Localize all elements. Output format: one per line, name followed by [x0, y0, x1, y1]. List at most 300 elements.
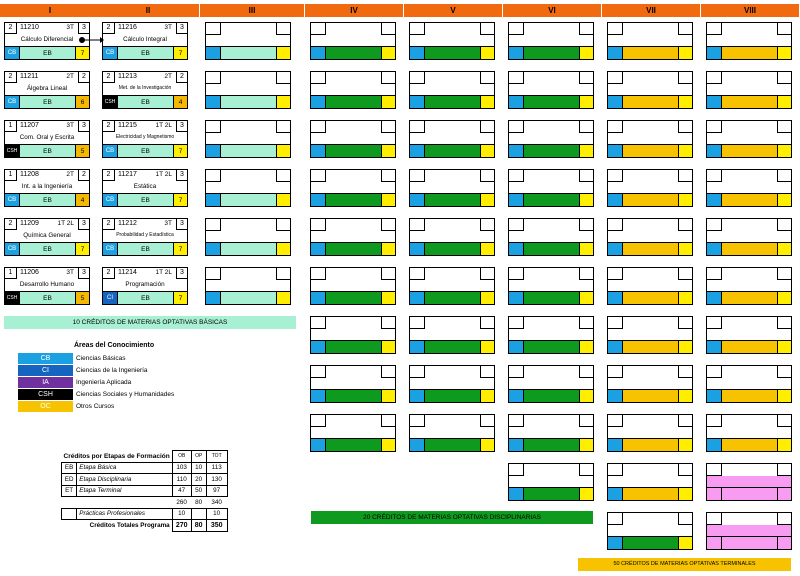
slot-credit-box: [777, 219, 791, 231]
course-slot[interactable]: [706, 169, 792, 207]
slot-number-box: [206, 121, 221, 133]
course-slot[interactable]: [508, 267, 594, 305]
course-slot[interactable]: [508, 414, 594, 452]
course-credits: 3: [176, 219, 187, 230]
slot-credit-box: [381, 415, 395, 427]
col-ob: OB: [172, 451, 191, 463]
slot-semester-box: [777, 46, 791, 59]
course-slot[interactable]: [409, 365, 495, 403]
col-tot: TOT: [206, 451, 227, 463]
slot-semester-box: [381, 340, 395, 353]
course-slot[interactable]: [310, 218, 396, 256]
course-code: 11207: [20, 122, 39, 129]
slot-stage-box: [722, 291, 777, 304]
slot-stage-box: [221, 193, 276, 206]
course-area: CB: [103, 144, 118, 157]
course-slot[interactable]: [508, 316, 594, 354]
course-card[interactable]: [102, 71, 188, 109]
slot-number-box: [206, 268, 221, 280]
slot-semester-box: [381, 291, 395, 304]
slot-semester-box: [381, 144, 395, 157]
course-card[interactable]: [4, 120, 90, 158]
slot-credit-box: [480, 317, 494, 329]
course-slot[interactable]: [409, 22, 495, 60]
course-semester-code: 6: [75, 95, 89, 108]
course-slot[interactable]: [205, 71, 291, 109]
course-card[interactable]: [102, 120, 188, 158]
course-credits: 3: [176, 121, 187, 132]
course-code: 11209: [20, 220, 39, 227]
course-code: 11214: [118, 269, 137, 276]
course-code: 11217: [118, 171, 137, 178]
course-number: 1: [5, 170, 17, 181]
slot-credit-box: [678, 268, 692, 280]
slot-credit-box: [480, 219, 494, 231]
slot-credit-box: [480, 415, 494, 427]
slot-semester-box: [579, 487, 593, 500]
course-slot[interactable]: [310, 267, 396, 305]
slot-area-box: [608, 389, 623, 402]
slot-area-box: [410, 193, 425, 206]
course-name: Cálculo Diferencial: [20, 36, 74, 43]
slot-stage-box: [524, 291, 579, 304]
slot-area-box: [509, 242, 524, 255]
cell-op: 50: [191, 485, 206, 497]
slot-credit-box: [678, 366, 692, 378]
slot-stage-box: [722, 389, 777, 402]
slot-number-box: [608, 170, 623, 182]
course-slot[interactable]: [310, 120, 396, 158]
elective-slot-pink[interactable]: [706, 463, 792, 501]
semester-header-iii: III: [200, 4, 305, 17]
slot-number-box: [707, 268, 722, 280]
course-slot[interactable]: [310, 414, 396, 452]
prerequisite-arrow: [82, 36, 104, 44]
legend-label: Ciencias Sociales y Humanidades: [76, 391, 175, 398]
slot-stage-box: [326, 46, 381, 59]
slot-semester-box: [678, 193, 692, 206]
slot-fill: [707, 476, 791, 487]
slot-credit-box: [579, 72, 593, 84]
legend-label: Ciencias de la Ingeniería: [76, 367, 148, 374]
course-slot[interactable]: [409, 414, 495, 452]
slot-semester-box: [777, 487, 791, 500]
course-slot[interactable]: [706, 22, 792, 60]
slot-stage-box: [623, 291, 678, 304]
slot-area-box: [707, 46, 722, 59]
slot-number-box: [707, 72, 722, 84]
slot-credit-box: [579, 23, 593, 35]
slot-semester-box: [678, 95, 692, 108]
course-card[interactable]: [4, 218, 90, 256]
elective-slot-pink[interactable]: [706, 512, 792, 550]
course-slot[interactable]: [205, 218, 291, 256]
slot-stage-box: [326, 438, 381, 451]
slot-area-box: [311, 95, 326, 108]
total-op: 80: [191, 520, 206, 532]
course-slot[interactable]: [607, 22, 693, 60]
slot-stage-box: [722, 242, 777, 255]
slot-semester-box: [381, 389, 395, 402]
course-slot[interactable]: [607, 512, 693, 550]
course-hours: 3T: [164, 220, 172, 227]
course-credits: 3: [78, 23, 89, 34]
slot-area-box: [311, 438, 326, 451]
slot-number-box: [509, 366, 524, 378]
slot-stage-box: [425, 46, 480, 59]
slot-number-box: [608, 464, 623, 476]
slot-number-box: [410, 170, 425, 182]
slot-credit-box: [579, 464, 593, 476]
course-semester-code: 4: [173, 95, 187, 108]
slot-credit-box: [276, 170, 290, 182]
course-slot[interactable]: [310, 169, 396, 207]
course-slot[interactable]: [607, 120, 693, 158]
slot-semester-box: [480, 291, 494, 304]
slot-area-box: [509, 487, 524, 500]
course-slot[interactable]: [205, 22, 291, 60]
slot-credit-box: [480, 366, 494, 378]
slot-credit-box: [678, 23, 692, 35]
stage-label: Etapa Básica: [77, 462, 172, 474]
course-stage: EB: [20, 291, 75, 304]
cell-op: 10: [191, 462, 206, 474]
practicas-label: Prácticas Profesionales: [77, 508, 172, 520]
slot-credit-box: [579, 415, 593, 427]
slot-area-box: [509, 95, 524, 108]
slot-area-box: [410, 46, 425, 59]
course-area: CB: [103, 242, 118, 255]
slot-credit-box: [678, 72, 692, 84]
slot-number-box: [707, 317, 722, 329]
practicas-tot: 10: [206, 508, 227, 520]
semester-header-vii: VII: [602, 4, 701, 17]
course-semester-code: 7: [173, 242, 187, 255]
slot-area-box: [608, 438, 623, 451]
slot-semester-box: [480, 242, 494, 255]
stage-label: Etapa Terminal: [77, 485, 172, 497]
slot-credit-box: [381, 317, 395, 329]
slot-semester-box: [480, 144, 494, 157]
course-slot[interactable]: [607, 169, 693, 207]
slot-semester-box: [678, 389, 692, 402]
semester-header-i: I: [0, 4, 101, 17]
slot-stage-box: [722, 46, 777, 59]
slot-credit-box: [579, 121, 593, 133]
course-slot[interactable]: [706, 414, 792, 452]
course-slot[interactable]: [310, 316, 396, 354]
slot-fill: [707, 525, 791, 536]
slot-credit-box: [777, 415, 791, 427]
slot-credit-box: [381, 121, 395, 133]
slot-stage-box: [722, 144, 777, 157]
slot-credit-box: [480, 170, 494, 182]
subtotal-tot: 340: [211, 498, 222, 506]
course-slot[interactable]: [706, 316, 792, 354]
cell-ob: 103: [172, 462, 191, 474]
course-credits: 3: [78, 219, 89, 230]
semester-header-vi: VI: [503, 4, 602, 17]
slot-semester-box: [579, 193, 593, 206]
slot-stage-box: [425, 193, 480, 206]
course-semester-code: 7: [173, 193, 187, 206]
slot-credit-box: [381, 268, 395, 280]
slot-area-box: [206, 193, 221, 206]
course-slot[interactable]: [508, 71, 594, 109]
slot-credit-box: [381, 366, 395, 378]
course-card[interactable]: [4, 169, 90, 207]
course-slot[interactable]: [508, 463, 594, 501]
slot-area-box: [707, 438, 722, 451]
slot-number-box: [707, 513, 722, 525]
slot-area-box: [509, 438, 524, 451]
slot-stage-box: [326, 193, 381, 206]
course-name: Estática: [133, 183, 157, 190]
course-number: 2: [5, 72, 17, 83]
slot-number-box: [707, 121, 722, 133]
slot-credit-box: [480, 121, 494, 133]
slot-stage-box: [722, 487, 777, 500]
course-slot[interactable]: [205, 267, 291, 305]
slot-number-box: [608, 268, 623, 280]
slot-credit-box: [678, 464, 692, 476]
course-card[interactable]: [4, 267, 90, 305]
course-credits: 2: [176, 72, 187, 83]
course-slot[interactable]: [607, 218, 693, 256]
slot-semester-box: [480, 438, 494, 451]
course-name: Electricidad y Magnetismo: [115, 134, 175, 140]
total-tot: 350: [206, 520, 227, 532]
subtotal-ob: 260: [176, 498, 187, 506]
col-op: OP: [191, 451, 206, 463]
course-slot[interactable]: [706, 267, 792, 305]
slot-number-box: [311, 366, 326, 378]
slot-number-box: [509, 219, 524, 231]
course-slot[interactable]: [409, 120, 495, 158]
slot-semester-box: [678, 536, 692, 549]
slot-stage-box: [524, 340, 579, 353]
slot-area-box: [707, 242, 722, 255]
slot-number-box: [509, 72, 524, 84]
slot-semester-box: [381, 95, 395, 108]
course-slot[interactable]: [607, 267, 693, 305]
slot-number-box: [206, 72, 221, 84]
slot-stage-box: [722, 438, 777, 451]
slot-semester-box: [777, 389, 791, 402]
course-stage: EB: [20, 95, 75, 108]
course-slot[interactable]: [508, 169, 594, 207]
credits-table: [61, 450, 228, 532]
slot-semester-box: [579, 242, 593, 255]
slot-area-box: [707, 340, 722, 353]
course-slot[interactable]: [508, 22, 594, 60]
legend-label: Ciencias Básicas: [76, 355, 126, 362]
course-slot[interactable]: [607, 316, 693, 354]
slot-number-box: [509, 23, 524, 35]
slot-stage-box: [425, 242, 480, 255]
slot-area-box: [206, 46, 221, 59]
semester-header-viii: VIII: [701, 4, 800, 17]
slot-number-box: [509, 121, 524, 133]
slot-number-box: [311, 170, 326, 182]
stage-code: ED: [62, 474, 77, 486]
course-slot[interactable]: [706, 365, 792, 403]
slot-semester-box: [777, 340, 791, 353]
slot-credit-box: [381, 23, 395, 35]
slot-number-box: [509, 317, 524, 329]
slot-credit-box: [777, 170, 791, 182]
slot-number-box: [410, 219, 425, 231]
course-slot[interactable]: [205, 169, 291, 207]
slot-credit-box: [276, 72, 290, 84]
slot-area-box: [410, 389, 425, 402]
slot-stage-box: [425, 144, 480, 157]
slot-credit-box: [678, 121, 692, 133]
slot-stage-box: [722, 536, 777, 549]
cell-tot: 113: [206, 462, 227, 474]
course-slot[interactable]: [607, 463, 693, 501]
course-slot[interactable]: [205, 120, 291, 158]
course-number: 2: [103, 72, 115, 83]
legend-swatch: IA: [18, 377, 73, 388]
total-label: Créditos Totales Programa: [89, 522, 170, 529]
legend-title: Áreas del Conocimiento: [74, 342, 155, 349]
course-slot[interactable]: [607, 365, 693, 403]
course-slot[interactable]: [409, 71, 495, 109]
slot-area-box: [206, 242, 221, 255]
slot-number-box: [311, 317, 326, 329]
course-credits: 3: [176, 23, 187, 34]
course-slot[interactable]: [706, 218, 792, 256]
course-slot[interactable]: [310, 22, 396, 60]
course-slot[interactable]: [607, 71, 693, 109]
practicas-op: [191, 508, 206, 520]
course-stage: EB: [118, 144, 173, 157]
slot-number-box: [608, 219, 623, 231]
course-slot[interactable]: [409, 169, 495, 207]
course-name: Programación: [125, 281, 165, 288]
slot-number-box: [707, 23, 722, 35]
course-hours: 1T 2L: [57, 220, 74, 227]
slot-number-box: [707, 366, 722, 378]
slot-number-box: [509, 268, 524, 280]
course-semester-code: 7: [173, 46, 187, 59]
course-slot[interactable]: [508, 120, 594, 158]
slot-number-box: [707, 415, 722, 427]
course-hours: 3T: [164, 24, 172, 31]
slot-stage-box: [221, 291, 276, 304]
slot-area-box: [707, 193, 722, 206]
slot-credit-box: [777, 121, 791, 133]
slot-number-box: [311, 72, 326, 84]
slot-semester-box: [678, 340, 692, 353]
slot-credit-box: [777, 23, 791, 35]
course-card[interactable]: [102, 169, 188, 207]
slot-stage-box: [425, 389, 480, 402]
slot-stage-box: [524, 95, 579, 108]
course-slot[interactable]: [508, 365, 594, 403]
slot-credit-box: [777, 268, 791, 280]
credits-title: Créditos por Etapas de Formación: [63, 452, 170, 460]
course-slot[interactable]: [706, 120, 792, 158]
slot-area-box: [707, 389, 722, 402]
course-area: CB: [103, 46, 118, 59]
course-slot[interactable]: [409, 267, 495, 305]
slot-semester-box: [579, 46, 593, 59]
course-slot[interactable]: [310, 365, 396, 403]
slot-semester-box: [678, 487, 692, 500]
course-number: 2: [103, 121, 115, 132]
course-name: Probabilidad y Estadística: [116, 232, 174, 238]
course-stage: EB: [20, 242, 75, 255]
course-slot[interactable]: [706, 71, 792, 109]
slot-area-box: [509, 340, 524, 353]
slot-stage-box: [623, 389, 678, 402]
course-code: 11210: [20, 24, 39, 31]
slot-number-box: [206, 170, 221, 182]
course-area: CSH: [5, 291, 20, 304]
semester-header-v: V: [404, 4, 503, 17]
course-slot[interactable]: [607, 414, 693, 452]
slot-number-box: [608, 366, 623, 378]
course-code: 11208: [20, 171, 39, 178]
slot-number-box: [410, 72, 425, 84]
slot-credit-box: [777, 513, 791, 525]
course-card[interactable]: [102, 218, 188, 256]
slot-credit-box: [579, 170, 593, 182]
slot-credit-box: [678, 219, 692, 231]
slot-stage-box: [623, 144, 678, 157]
slot-area-box: [410, 438, 425, 451]
course-hours: 1T 2L: [155, 269, 172, 276]
slot-area-box: [608, 95, 623, 108]
slot-semester-box: [276, 291, 290, 304]
slot-stage-box: [425, 340, 480, 353]
course-code: 11213: [118, 73, 137, 80]
course-slot[interactable]: [409, 316, 495, 354]
course-stage: EB: [20, 46, 75, 59]
course-card[interactable]: [102, 267, 188, 305]
course-slot[interactable]: [310, 71, 396, 109]
course-credits: 3: [78, 268, 89, 279]
course-area: CB: [5, 46, 20, 59]
course-number: 1: [5, 268, 17, 279]
course-code: 11215: [118, 122, 137, 129]
slot-semester-box: [678, 144, 692, 157]
course-stage: EB: [118, 291, 173, 304]
course-area: CB: [5, 242, 20, 255]
course-code: 11206: [20, 269, 39, 276]
slot-area-box: [311, 389, 326, 402]
course-slot[interactable]: [409, 218, 495, 256]
slot-area-box: [608, 242, 623, 255]
course-card[interactable]: [4, 71, 90, 109]
slot-credit-box: [579, 219, 593, 231]
course-card[interactable]: [102, 22, 188, 60]
course-slot[interactable]: [508, 218, 594, 256]
course-semester-code: 7: [173, 144, 187, 157]
total-ob: 270: [172, 520, 191, 532]
course-card[interactable]: [4, 22, 90, 60]
stage-code: ET: [62, 485, 77, 497]
slot-credit-box: [276, 268, 290, 280]
slot-semester-box: [276, 144, 290, 157]
slot-number-box: [311, 219, 326, 231]
course-code: 11211: [20, 73, 39, 80]
slot-area-box: [311, 242, 326, 255]
slot-semester-box: [276, 193, 290, 206]
slot-semester-box: [777, 291, 791, 304]
